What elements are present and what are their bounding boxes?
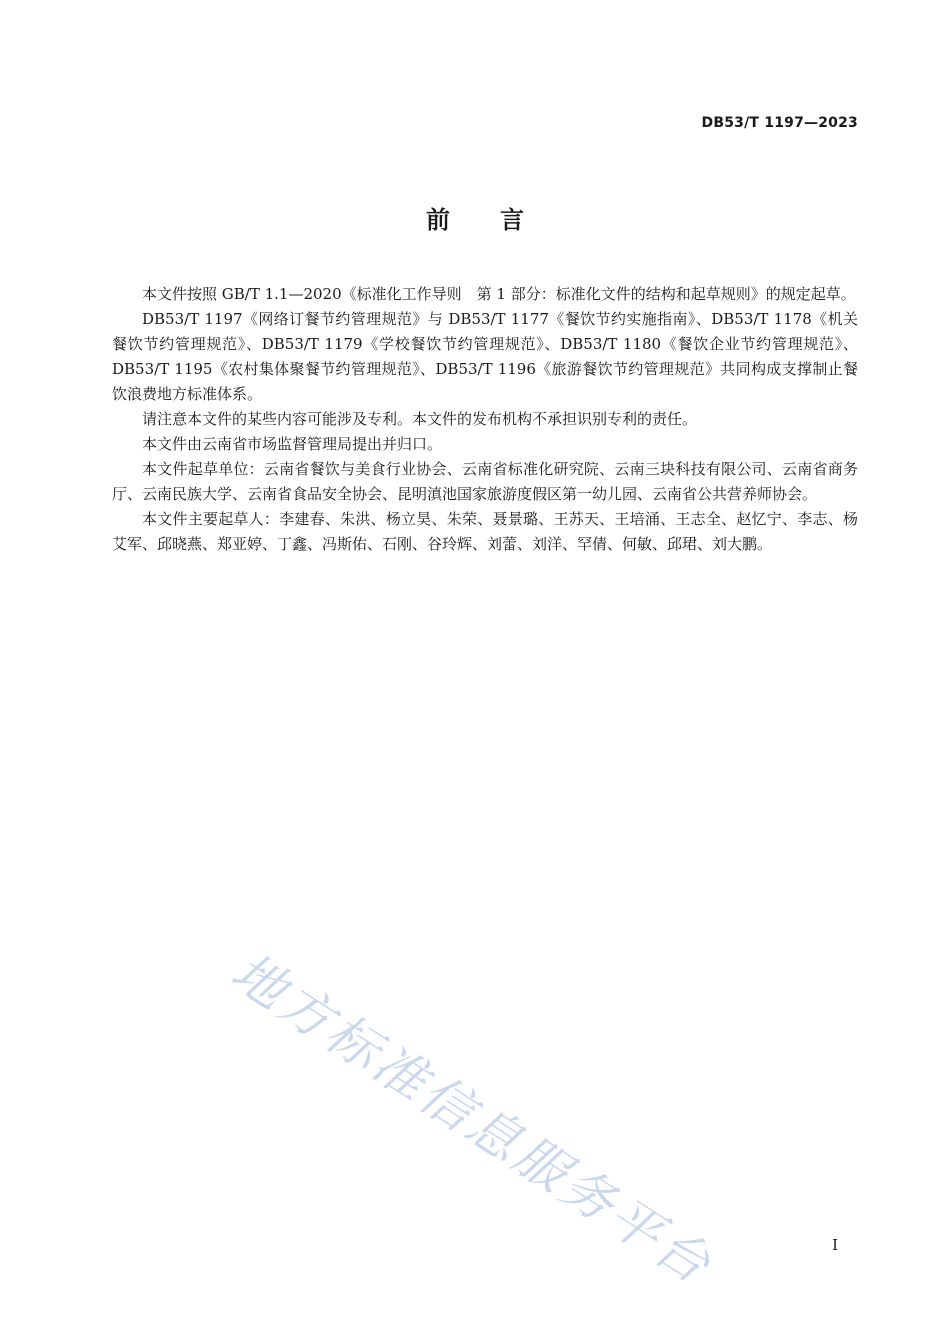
- watermark: 地方标准信息服务平台: [220, 941, 724, 1298]
- paragraph-standard-system: DB53/T 1197《网络订餐节约管理规范》与 DB53/T 1177《餐饮节约实施指南》、DB53/T 1178《机关餐饮节约管理规范》、DB53/T 1179《学校餐饮节约管理规范》、DB53/T 1180《餐饮企业节约管理规范》、DB53/T 1195《农村集体聚餐节约管理规范》、DB53/T 1196《旅游餐饮节约管理规范》共同构成支撑制止餐饮浪费地方标准体系。: [112, 310, 858, 403]
- paragraph-proposer: 本文件由云南省市场监督管理局提出并归口。: [142, 435, 443, 453]
- title-char-1: 前: [426, 206, 450, 234]
- paragraph-patent-notice: 请注意本文件的某些内容可能涉及专利。本文件的发布机构不承担识别专利的责任。: [142, 410, 698, 428]
- title-char-2: 言: [500, 206, 524, 234]
- paragraph-drafting-rules: 本文件按照 GB/T 1.1—2020《标准化工作导则 第 1 部分：标准化文件的结构和起草规则》的规定起草。: [142, 285, 856, 303]
- paragraph-drafters: 本文件主要起草人：李建春、朱洪、杨立昊、朱荣、聂景璐、王苏天、王培涌、王志全、赵忆宁、李志、杨艾军、邱晓燕、郑亚婷、丁鑫、冯斯佑、石刚、谷玲辉、刘蕾、刘洋、罕倩、何敏、邱珺、刘大鹏。: [112, 510, 858, 553]
- foreword-body: [112, 282, 858, 557]
- document-code: DB53/T 1197—2023: [701, 115, 858, 131]
- page-title: [0, 200, 950, 235]
- page-number: I: [832, 1236, 838, 1254]
- paragraph-drafting-units: 本文件起草单位：云南省餐饮与美食行业协会、云南省标准化研究院、云南三块科技有限公司、云南省商务厅、云南民族大学、云南省食品安全协会、昆明滇池国家旅游度假区第一幼儿园、云南省公共营养师协会。: [112, 460, 858, 503]
